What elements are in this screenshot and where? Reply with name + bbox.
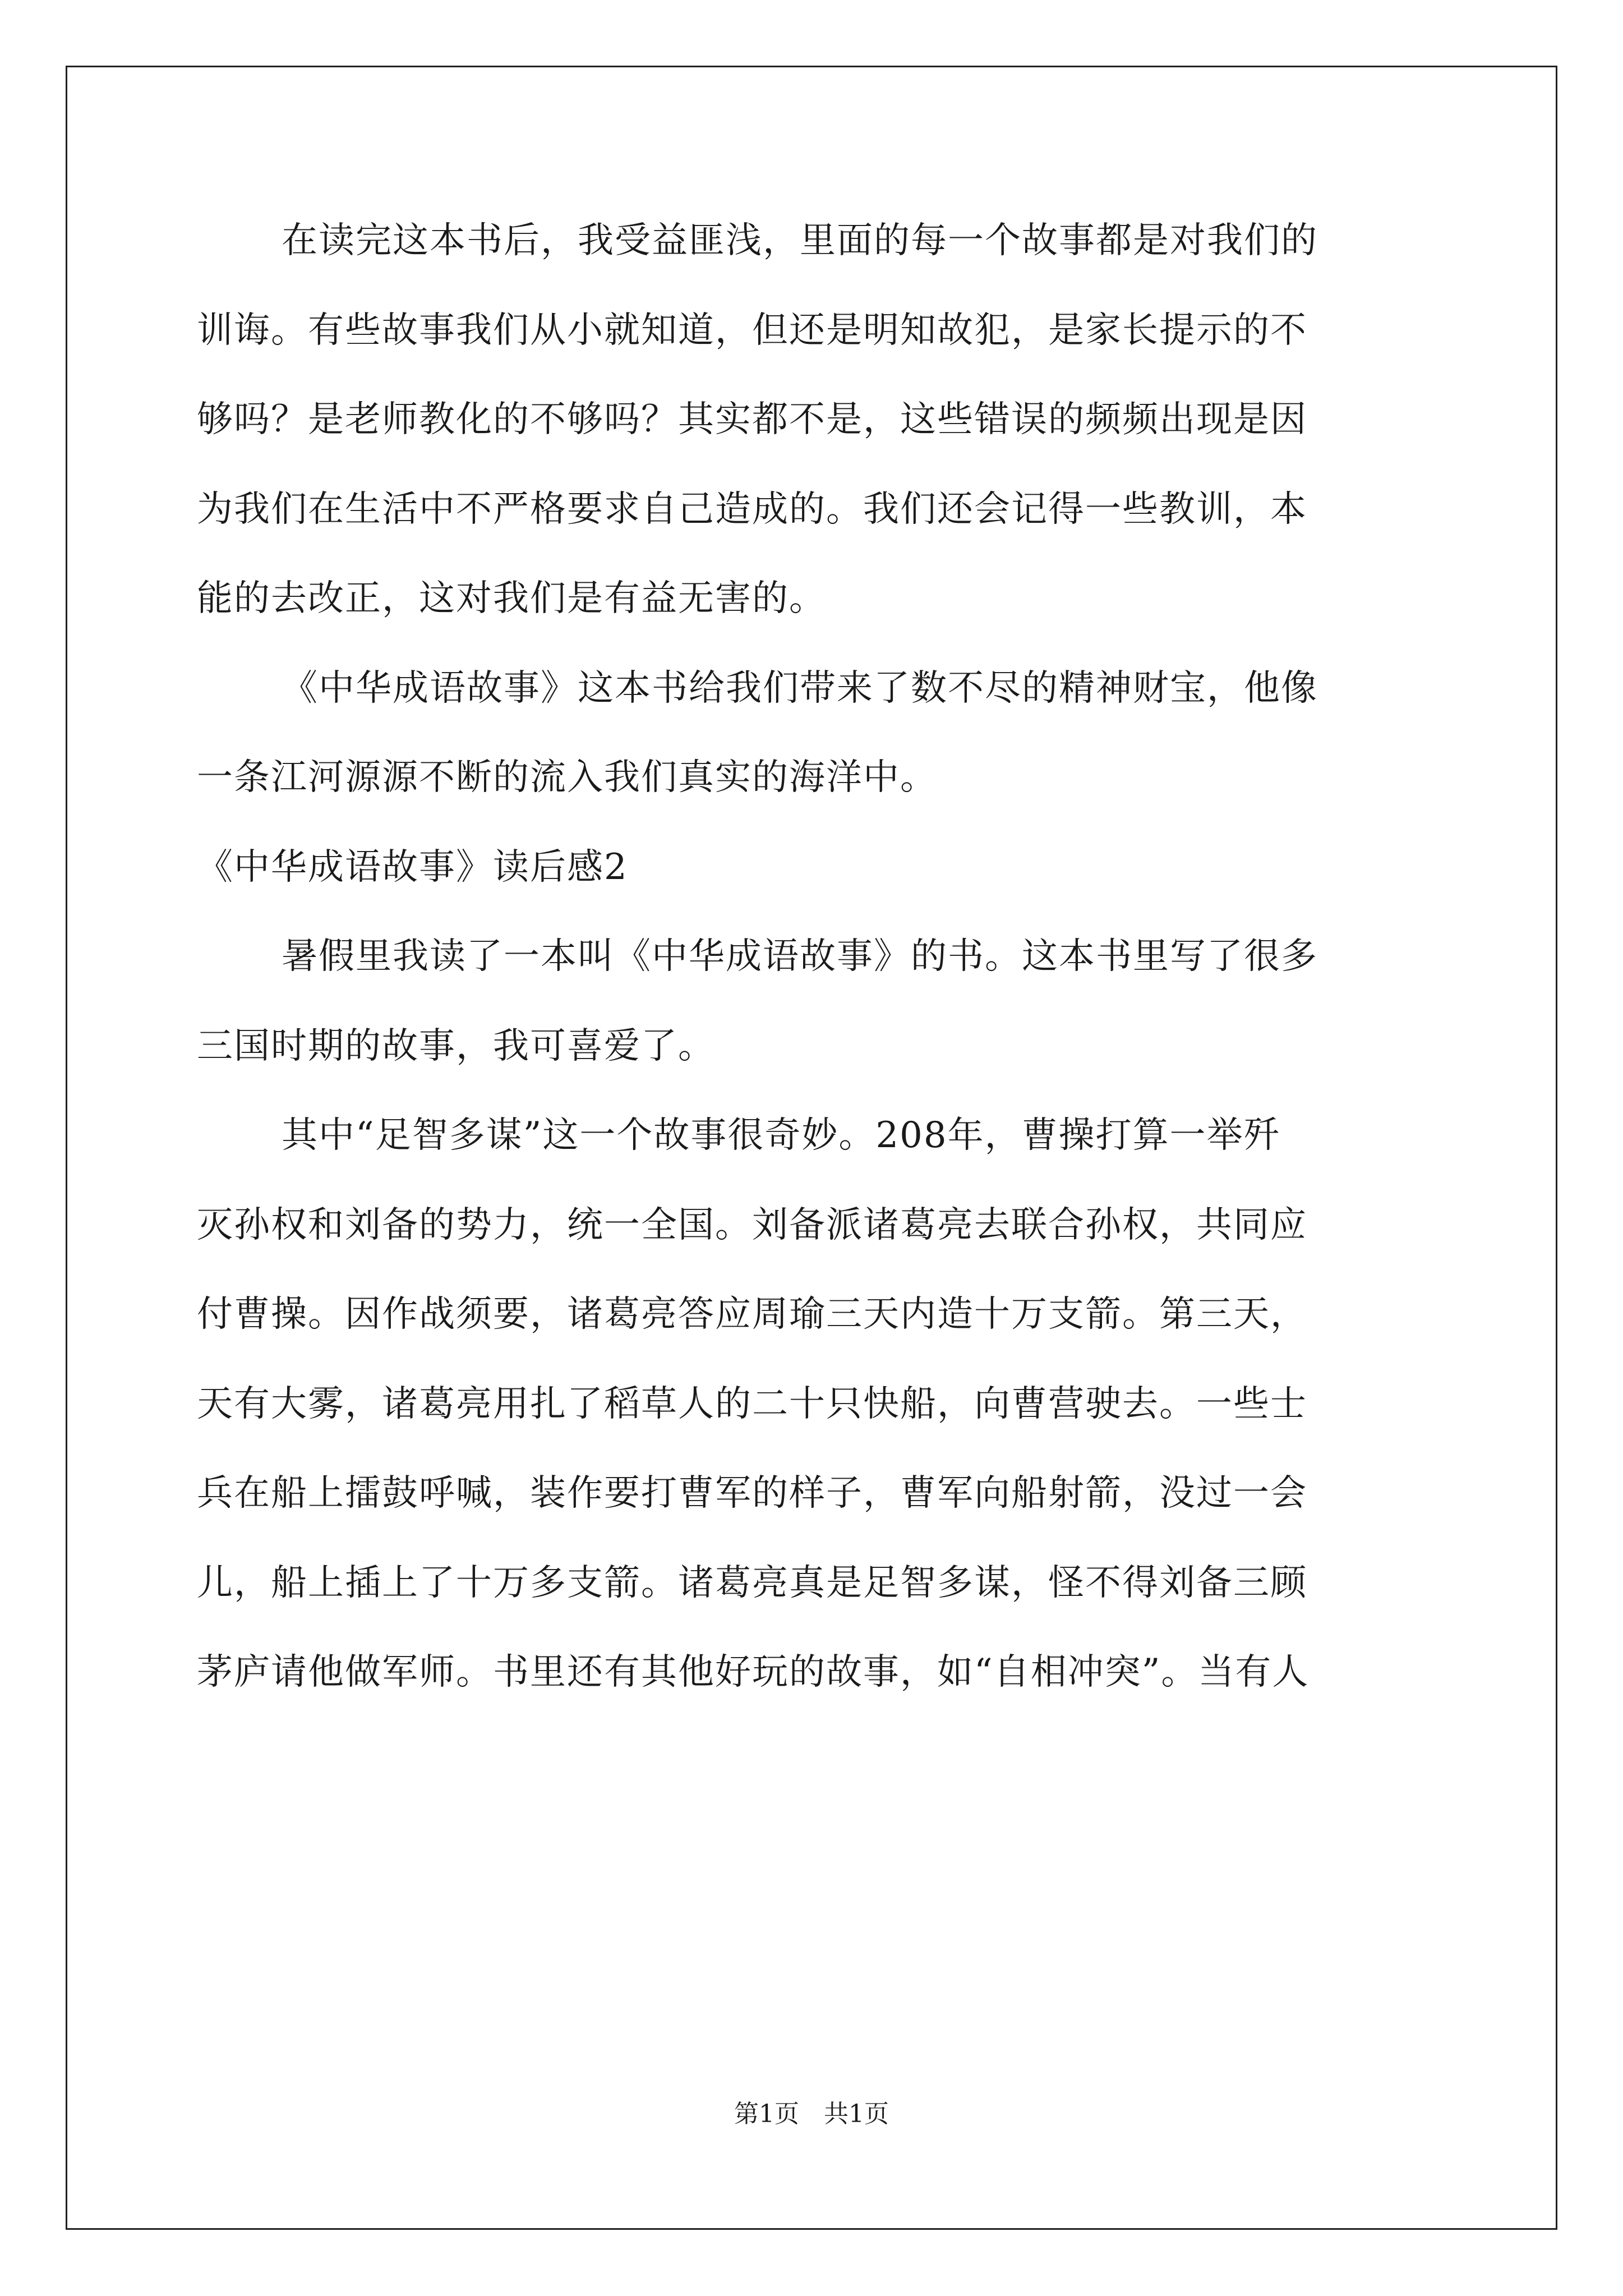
paragraph-4-line-5: 兵在船上擂鼓呼喊，装作要打曹军的样子，曹军向船射箭，没过一会 bbox=[197, 1473, 1307, 1514]
paragraph-1-line-4: 为我们在生活中不严格要求自己造成的。我们还会记得一些教训，本 bbox=[197, 489, 1307, 530]
paragraph-2-line-1: 《中华成语故事》这本书给我们带来了数不尽的精神财宝，他像 bbox=[282, 668, 1318, 709]
paragraph-4-line-3: 付曹操。因作战须要，诸葛亮答应周瑜三天内造十万支箭。第三天， bbox=[197, 1294, 1307, 1335]
paragraph-4-line-1: 其中“足智多谋”这一个故事很奇妙。208年，曹操打算一举歼 bbox=[282, 1115, 1281, 1156]
paragraph-3-line-1: 暑假里我读了一本叫《中华成语故事》的书。这本书里写了很多 bbox=[282, 936, 1318, 977]
paragraph-3-line-2: 三国时期的故事，我可喜爱了。 bbox=[197, 1025, 715, 1067]
paragraph-4-line-7: 茅庐请他做军师。书里还有其他好玩的故事，如“自相冲突”。当有人 bbox=[197, 1651, 1310, 1693]
paragraph-1-line-5: 能的去改正，这对我们是有益无害的。 bbox=[197, 578, 826, 619]
section-heading: 《中华成语故事》读后感2 bbox=[197, 846, 628, 888]
page-number-footer: 第1页 共1页 bbox=[734, 2100, 889, 2128]
paragraph-4-line-6: 儿，船上插上了十万多支箭。诸葛亮真是足智多谋，怪不得刘备三顾 bbox=[197, 1562, 1307, 1604]
paragraph-4-line-4: 天有大雾，诸葛亮用扎了稻草人的二十只快船，向曹营驶去。一些士 bbox=[197, 1383, 1307, 1425]
paragraph-2-line-2: 一条江河源源不断的流入我们真实的海洋中。 bbox=[197, 757, 937, 798]
paragraph-1-line-3: 够吗？是老师教化的不够吗？其实都不是，这些错误的频频出现是因 bbox=[197, 399, 1307, 440]
paragraph-1-line-1: 在读完这本书后，我受益匪浅，里面的每一个故事都是对我们的 bbox=[282, 220, 1318, 261]
paragraph-4-line-2: 灭孙权和刘备的势力，统一全国。刘备派诸葛亮去联合孙权，共同应 bbox=[197, 1204, 1307, 1246]
paragraph-1-line-2: 训诲。有些故事我们从小就知道，但还是明知故犯，是家长提示的不 bbox=[197, 310, 1307, 351]
